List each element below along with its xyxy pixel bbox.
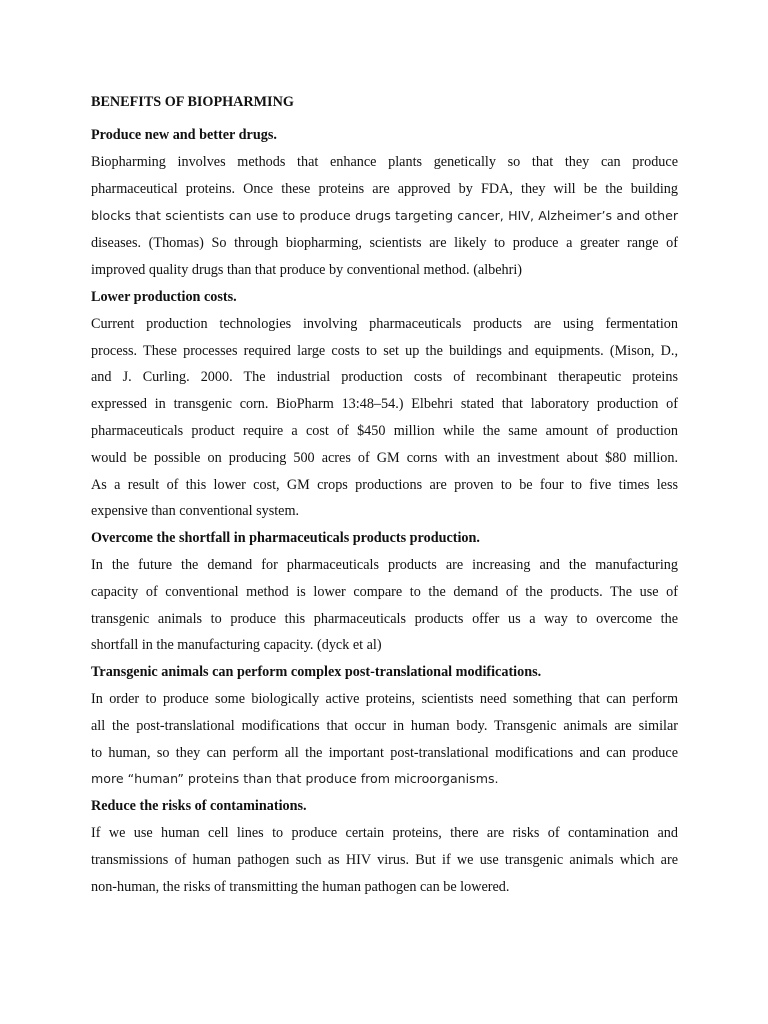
paragraph-line: process. These processes required large costs to set up the buildings and equipments. (Mison, D., [91, 343, 678, 359]
paragraph-line: Current production technologies involving pharmaceuticals products are using fermentation [91, 316, 678, 332]
paragraph-line: improved quality drugs than that produce by conventional method. (albehri) [91, 262, 523, 278]
section-heading-new-drugs: Produce new and better drugs. [91, 127, 277, 143]
paragraph-line: blocks that scientists can use to produce drugs targeting cancer, HIV, Alzheimer’s and other [91, 208, 678, 223]
paragraph-line: In the future the demand for pharmaceuticals products are increasing and the manufacturing [91, 557, 678, 573]
paragraph-line: As a result of this lower cost, GM crops productions are proven to be four to five times less [91, 477, 678, 493]
paragraph-line: more “human” proteins than that produce from microorganisms. [91, 771, 499, 786]
paragraph-line: capacity of conventional method is lower compare to the demand of the products. The use of [91, 584, 678, 600]
section-heading-shortfall: Overcome the shortfall in pharmaceuticals products production. [91, 530, 480, 546]
paragraph-line: would be possible on producing 500 acres of GM corns with an investment about $80 million. [91, 450, 678, 466]
paragraph-line: pharmaceutical proteins. Once these proteins are approved by FDA, they will be the building [91, 181, 678, 197]
section-heading-contamination: Reduce the risks of contaminations. [91, 798, 307, 814]
paragraph-line: transmissions of human pathogen such as HIV virus. But if we use transgenic animals which are [91, 852, 678, 868]
paragraph-line: non-human, the risks of transmitting the human pathogen can be lowered. [91, 879, 510, 895]
paragraph-line: In order to produce some biologically active proteins, scientists need something that can perform [91, 691, 678, 707]
paragraph-line: transgenic animals to produce this pharmaceuticals products offer us a way to overcome the [91, 611, 678, 627]
paragraph-line: expressed in transgenic corn. BioPharm 13:48–54.) Elbehri stated that laboratory production of [91, 396, 678, 412]
paragraph-line: to human, so they can perform all the important post-translational modifications and can produce [91, 745, 678, 761]
paragraph-line: diseases. (Thomas) So through biopharming, scientists are likely to produce a greater range of [91, 235, 678, 251]
paragraph-line: all the post-translational modifications that occur in human body. Transgenic animals are similar [91, 718, 678, 734]
paragraph-line: If we use human cell lines to produce certain proteins, there are risks of contamination and [91, 825, 678, 841]
paragraph-line: shortfall in the manufacturing capacity. (dyck et al) [91, 637, 382, 653]
paragraph-line: expensive than conventional system. [91, 503, 300, 519]
paragraph-line: pharmaceuticals product require a cost of $450 million while the same amount of production [91, 423, 678, 439]
section-heading-post-translational: Transgenic animals can perform complex post-translational modifications. [91, 664, 542, 680]
paragraph-line: Biopharming involves methods that enhance plants genetically so that they can produce [91, 154, 678, 170]
section-heading-lower-costs: Lower production costs. [91, 289, 237, 305]
paragraph-line: and J. Curling. 2000. The industrial production costs of recombinant therapeutic proteins [91, 369, 678, 385]
document-title: BENEFITS OF BIOPHARMING [91, 94, 294, 110]
